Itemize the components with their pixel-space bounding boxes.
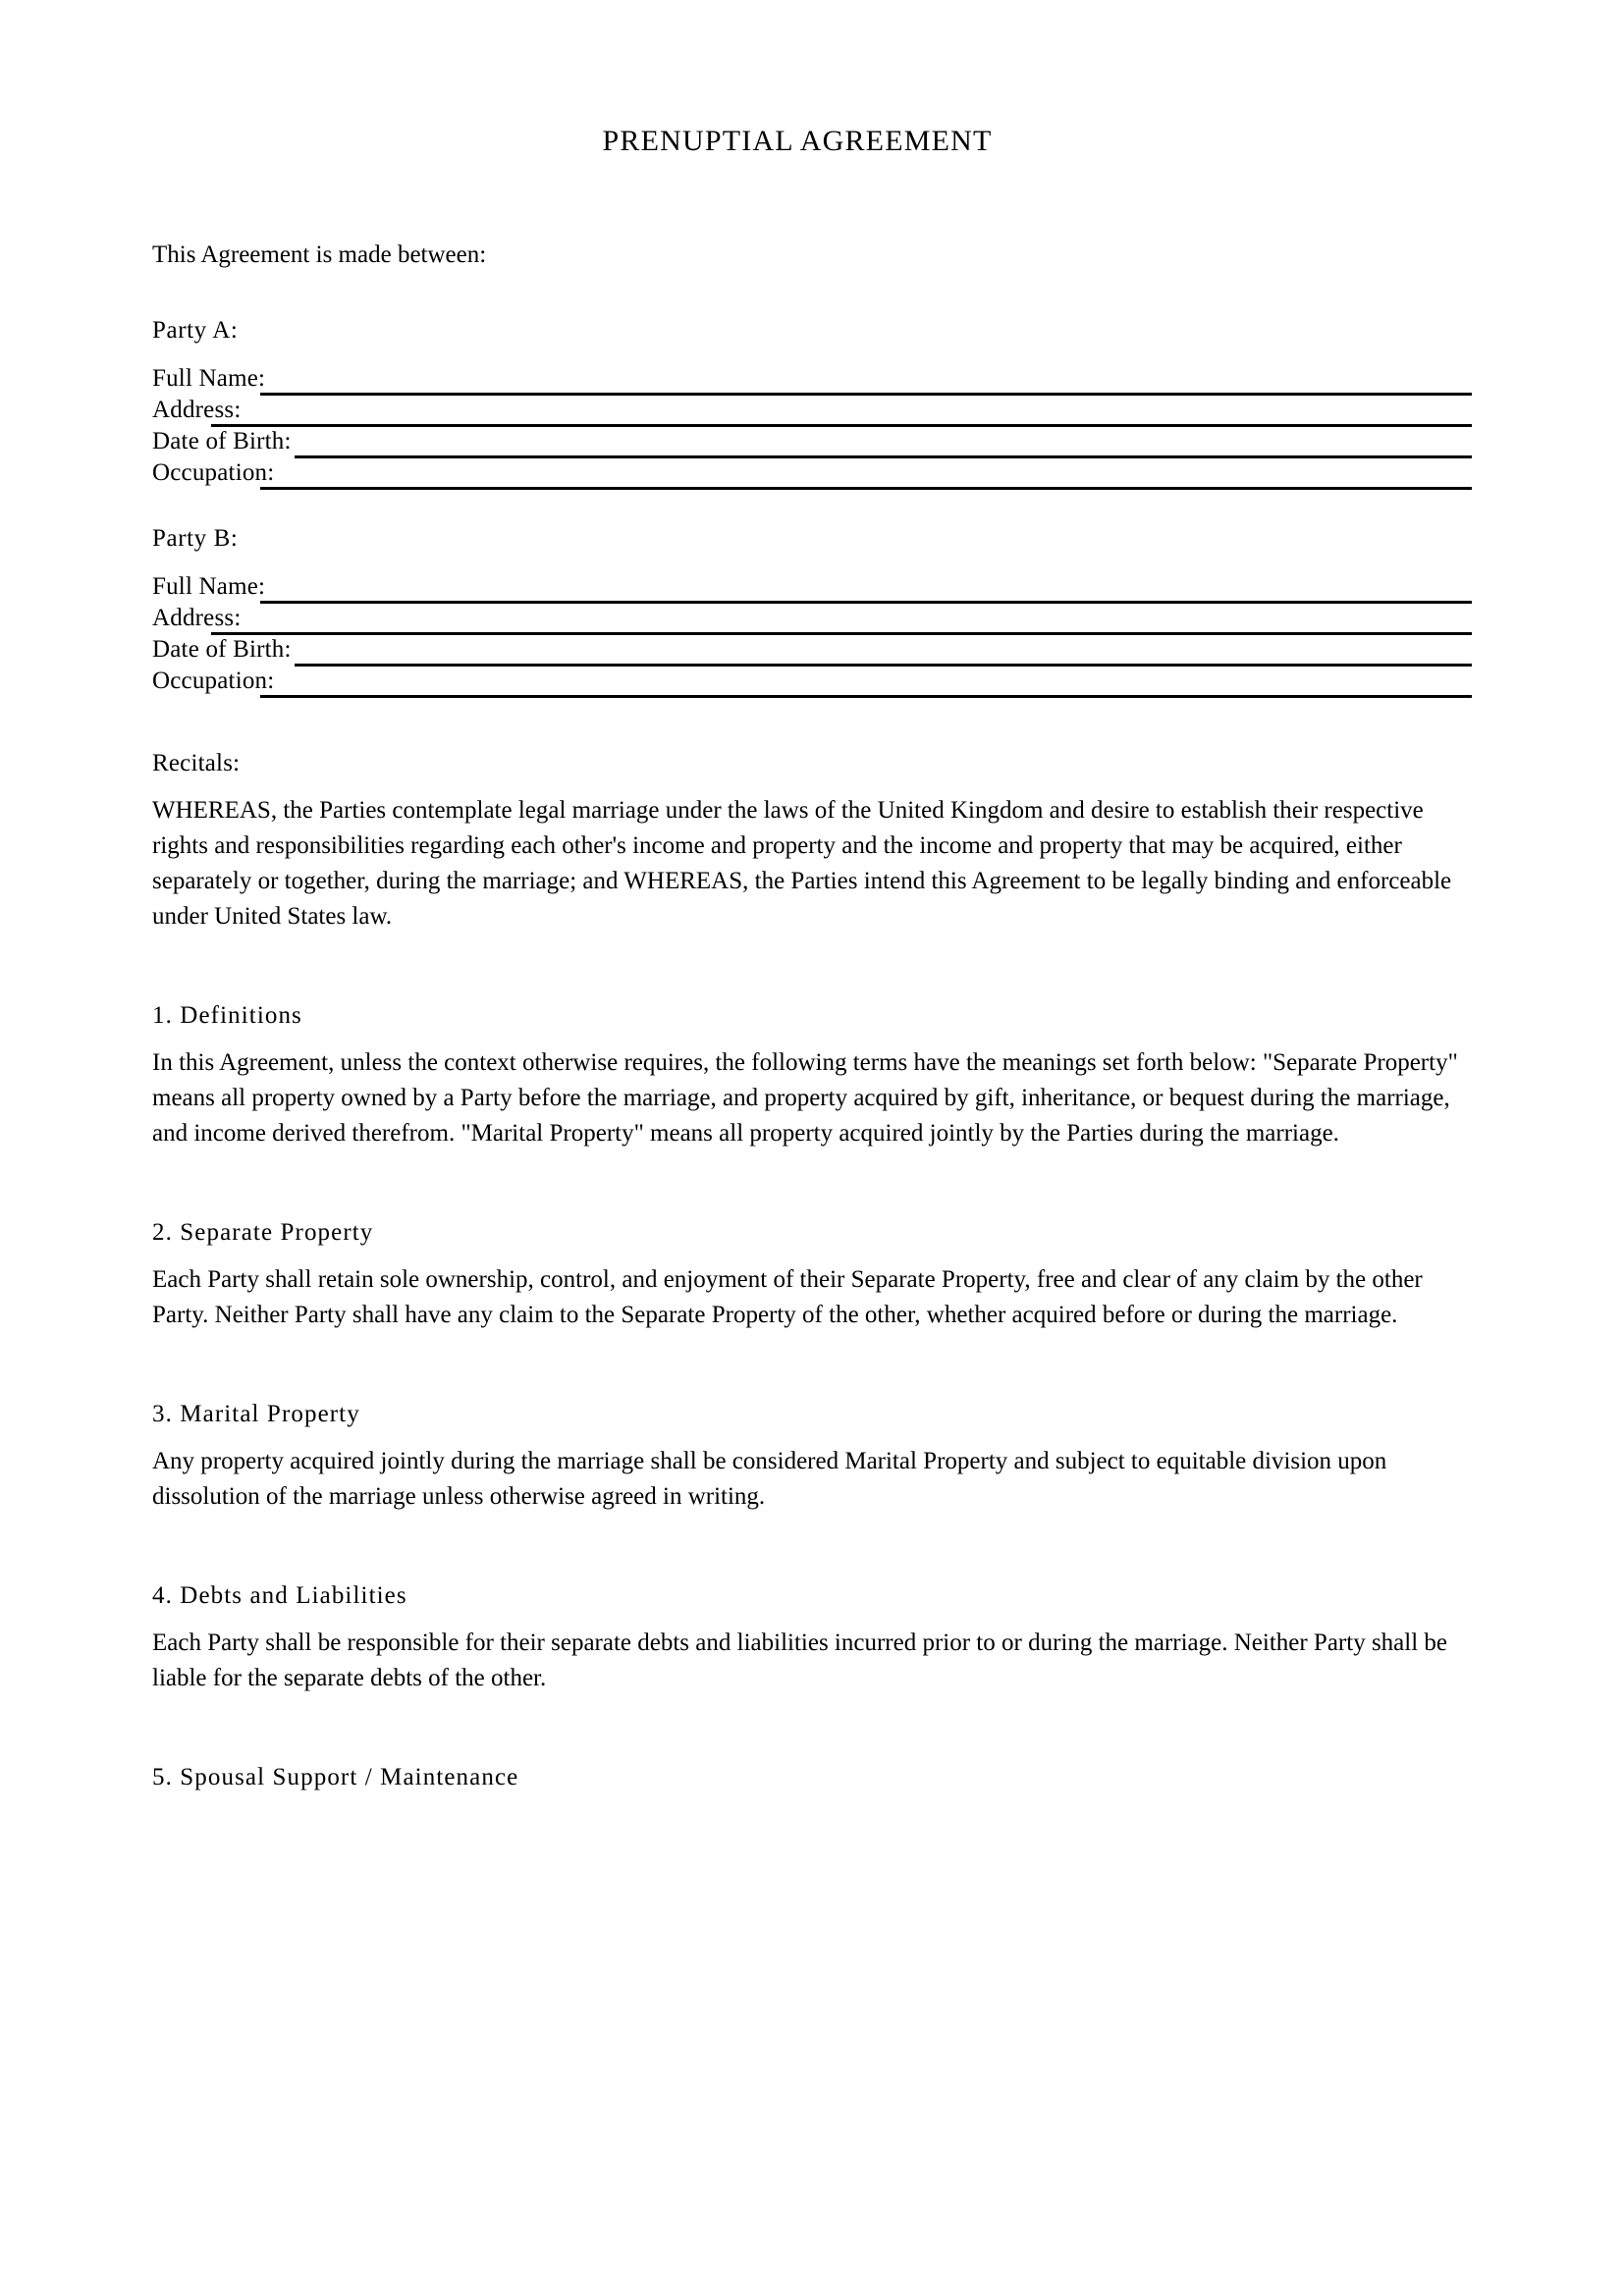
section-separate-property-text: Each Party shall retain sole ownership, control, and enjoyment of their Separate Property, free and clear of any claim by the other Party. Neither Party shall have any claim to the Separate Property of the other, whether acquired before or during the marriage. <box>152 1266 1423 1328</box>
party-b-address-row <box>152 603 1472 633</box>
section-marital-property <box>152 1333 1472 1515</box>
party-b-dob-row <box>152 634 1472 665</box>
section-spousal-support-heading: 5. Spousal Support / Maintenance <box>152 1764 519 1790</box>
party-b-occupation-input[interactable] <box>260 695 1472 698</box>
recitals-block <box>152 697 1472 934</box>
party-a-occupation-label: Occupation: <box>152 459 275 486</box>
section-separate-property <box>152 1151 1472 1333</box>
party-a-dob-label: Date of Birth: <box>152 428 292 454</box>
party-a-occupation-input[interactable] <box>260 487 1472 490</box>
section-marital-property-heading: 3. Marital Property <box>152 1401 360 1427</box>
party-a-dob-row <box>152 426 1472 456</box>
recitals-text: WHEREAS, the Parties contemplate legal marriage under the laws of the United Kingdom and desire to establish their respective rights and responsibilities regarding each other's income and property and the income and property that may be acquired, either separately or together, during the marriage; and WHEREAS, the Parties intend this Agreement to be legally binding and enforceable under United States law. <box>152 797 1452 930</box>
section-definitions-heading: 1. Definitions <box>152 1002 302 1029</box>
section-separate-property-heading: 2. Separate Property <box>152 1219 374 1246</box>
section-debts-liabilities-heading: 4. Debts and Liabilities <box>152 1582 407 1609</box>
section-definitions <box>152 934 1472 1151</box>
party-a-full-name-row <box>152 363 1472 394</box>
section-spousal-support <box>152 1696 1472 1789</box>
party-b-dob-label: Date of Birth: <box>152 636 292 663</box>
party-b-full-name-label: Full Name: <box>152 573 266 600</box>
recitals-label: Recitals: <box>152 750 241 776</box>
party-a-full-name-label: Full Name: <box>152 365 266 392</box>
section-debts-liabilities <box>152 1515 1472 1696</box>
party-b-full-name-row <box>152 571 1472 602</box>
party-b-heading: Party B: <box>152 525 239 552</box>
section-definitions-text: In this Agreement, unless the context otherwise requires, the following terms have the meanings set forth below: "Separate Property" means all property owned by a Party before the marriage, and property acquired by gift, inheritance, or bequest during the marriage, and income derived therefrom. "Marital Property" means all property acquired jointly by the Parties during the marriage. <box>152 1049 1458 1147</box>
party-b-block <box>152 489 1472 696</box>
section-debts-liabilities-text: Each Party shall be responsible for their separate debts and liabilities incurred prior to or during the marriage. Neither Party shall be liable for the separate debts of the other. <box>152 1629 1448 1691</box>
party-a-occupation-row <box>152 457 1472 488</box>
party-a-block <box>152 267 1472 488</box>
section-marital-property-text: Any property acquired jointly during the marriage shall be considered Marital Property and subject to equitable division upon dissolution of the marriage unless otherwise agreed in writing. <box>152 1448 1387 1510</box>
page-title: PRENUPTIAL AGREEMENT <box>602 125 993 157</box>
party-b-address-label: Address: <box>152 605 242 631</box>
intro-text: This Agreement is made between: <box>152 241 487 268</box>
party-b-occupation-label: Occupation: <box>152 667 275 694</box>
party-b-occupation-row <box>152 666 1472 696</box>
party-a-heading: Party A: <box>152 317 239 344</box>
party-a-address-label: Address: <box>152 397 242 423</box>
party-a-address-row <box>152 395 1472 425</box>
